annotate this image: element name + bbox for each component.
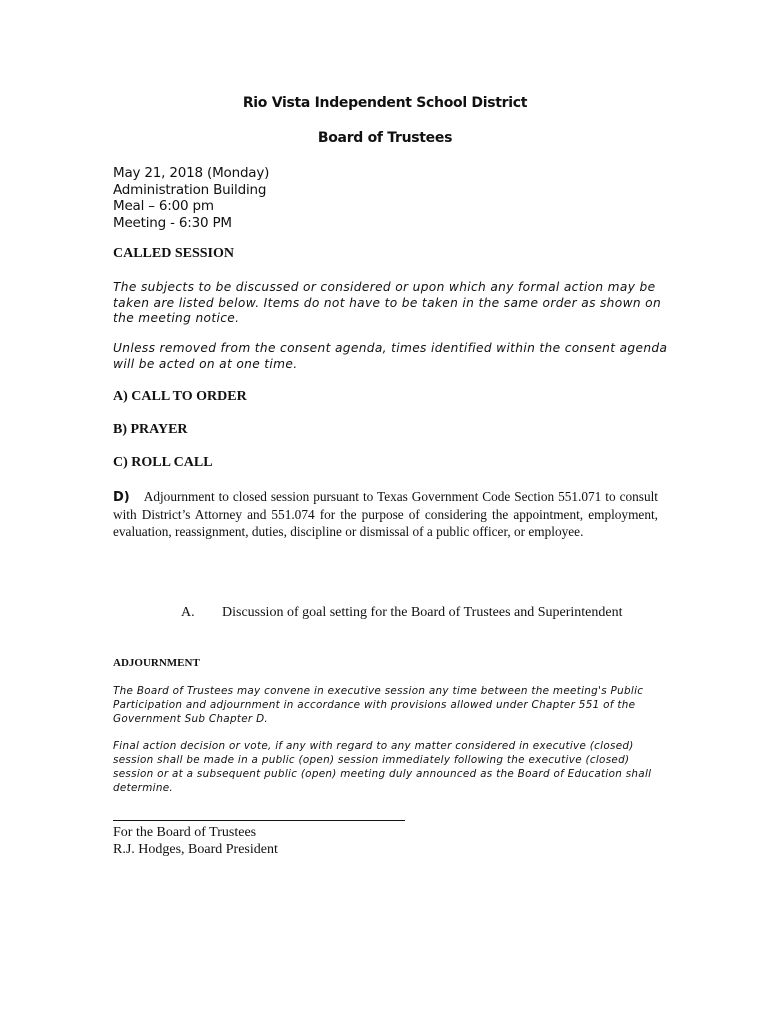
adjournment-heading: ADJOURNMENT bbox=[113, 657, 200, 669]
sub-item-text: Discussion of goal setting for the Board of Trustees and Superintendent bbox=[222, 605, 623, 620]
agenda-item-prayer: B) PRAYER bbox=[113, 422, 188, 437]
session-type: CALLED SESSION bbox=[113, 246, 234, 261]
executive-session-notice: The Board of Trustees may convene in executive session any time between the meeting's Public Participation and adjournment in accordance with provisions allowed under Chapter 551 of the Government Sub Chapter D. bbox=[113, 685, 644, 725]
subjects-notice: The subjects to be discussed or considered or upon which any formal action may be taken are listed below. Items do not have to be taken in the same order as shown on the meeting notice. bbox=[113, 280, 662, 325]
final-action-notice: Final action decision or vote, if any with regard to any matter considered in executive (closed) session shall be made in a public (open) session immediately following the executive (closed) session or at a subsequent public (open) meeting duly announced as the Board of Education shall determine. bbox=[113, 740, 652, 794]
meeting-info bbox=[113, 165, 269, 231]
agenda-item-d-text: Adjournment to closed session pursuant to Texas Government Code Section 551.071 to consult with District’s Attorney and 551.074 for the purpose of considering the appointment, employment, evaluation, reassignment, duties, discipline or dismissal of a public officer, or employee. bbox=[113, 489, 658, 539]
meal-time: Meal – 6:00 pm bbox=[113, 198, 214, 214]
meeting-date: May 21, 2018 (Monday) bbox=[113, 165, 270, 181]
sub-item-letter: A. bbox=[181, 605, 195, 620]
agenda-item-roll-call: C) ROLL CALL bbox=[113, 455, 213, 470]
consent-notice: Unless removed from the consent agenda, times identified within the consent agenda will be acted on at one time. bbox=[113, 341, 668, 371]
meeting-location: Administration Building bbox=[113, 181, 267, 198]
sub-item-goal-setting bbox=[181, 605, 623, 621]
meeting-time: Meeting - 6:30 PM bbox=[113, 214, 232, 231]
signature-line bbox=[113, 820, 405, 821]
agenda-item-closed-session bbox=[113, 488, 658, 540]
signature-block bbox=[113, 824, 278, 858]
signature-president: R.J. Hodges, Board President bbox=[113, 842, 278, 857]
signature-board: For the Board of Trustees bbox=[113, 825, 257, 840]
agenda-item-call-to-order: A) CALL TO ORDER bbox=[113, 389, 247, 404]
agenda-item-d-letter: D) bbox=[113, 490, 130, 505]
board-title: Board of Trustees bbox=[317, 130, 453, 146]
district-title: Rio Vista Independent School District bbox=[242, 95, 528, 111]
